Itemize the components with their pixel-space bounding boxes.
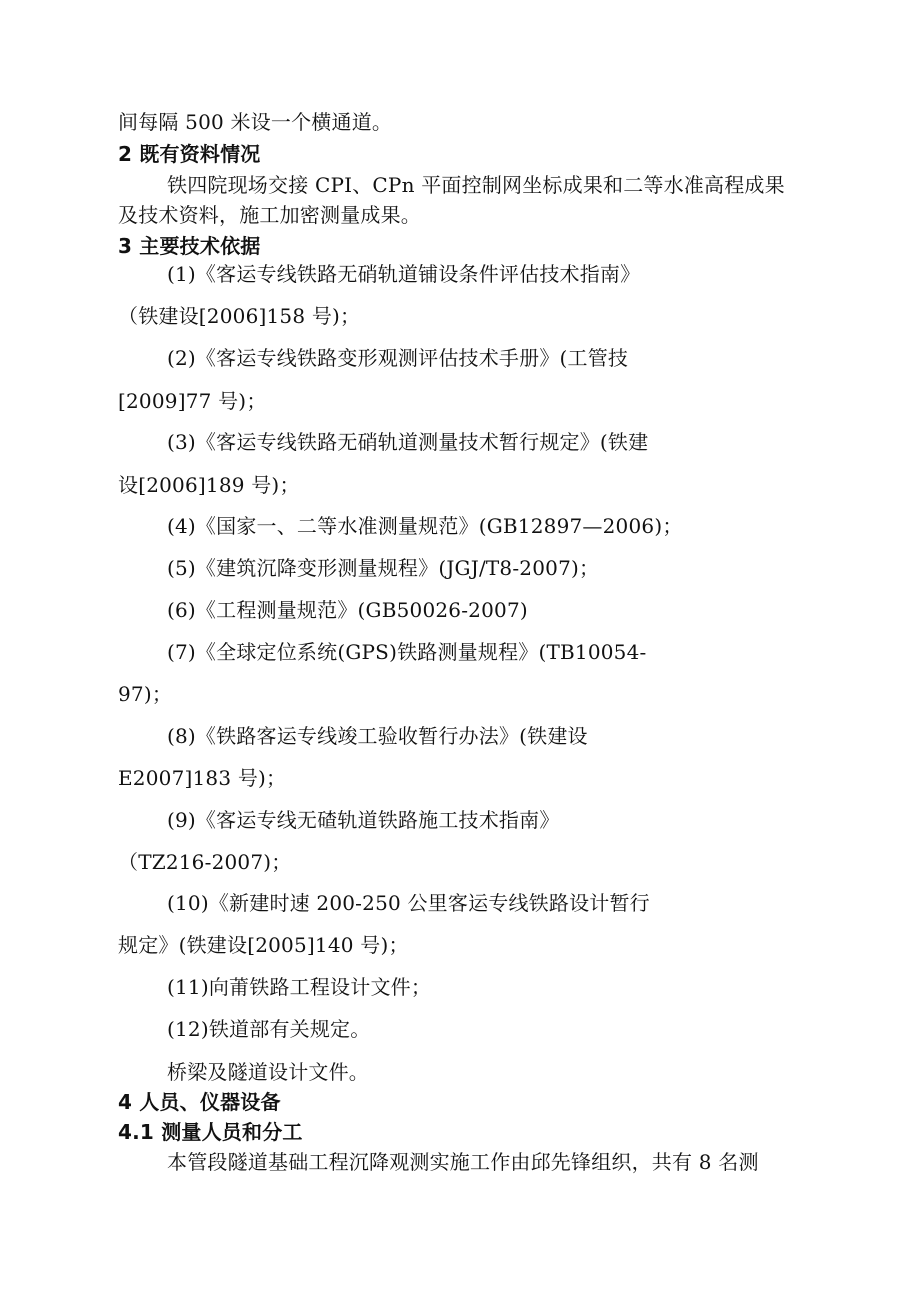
reference-item-2-cont: [2009]77 号)； (118, 389, 267, 413)
reference-item-2: (2)《客运专线铁路变形观测评估技术手册》(工管技 (167, 346, 629, 370)
reference-item-11: (11)向莆铁路工程设计文件； (167, 975, 432, 999)
reference-item-6: (6)《工程测量规范》(GB50026-2007) (167, 598, 528, 622)
reference-item-8-cont: E2007]183 号)； (118, 766, 287, 790)
reference-item-1: (1)《客运专线铁路无硝轨道铺设条件评估技术指南》 (167, 262, 641, 286)
reference-item-10-cont: 规定》(铁建设[2005]140 号)； (118, 933, 409, 957)
reference-item-5: (5)《建筑沉降变形测量规程》(JGJ/T8-2007)； (167, 556, 600, 580)
reference-item-10: (10)《新建时速 200-250 公里客运专线铁路设计暂行 (167, 891, 650, 915)
reference-item-8: (8)《铁路客运专线竣工验收暂行办法》(铁建设 (167, 724, 588, 748)
section-heading-4: 4 人员、仪器设备 (118, 1090, 281, 1114)
reference-item-7: (7)《全球定位系统(GPS)铁路测量规程》(TB10054- (167, 640, 647, 664)
section-4-1-paragraph-line-1: 本管段隧道基础工程沉降观测实施工作由邱先锋组织，共有 8 名测 (167, 1150, 759, 1174)
section-2-paragraph-line-2: 及技术资料，施工加密测量成果。 (118, 203, 421, 227)
reference-item-12: (12)铁道部有关规定。 (167, 1017, 371, 1041)
reference-item-3: (3)《客运专线铁路无硝轨道测量技术暂行规定》(铁建 (167, 430, 649, 454)
reference-item-9-cont: （TZ216-2007)； (118, 850, 292, 874)
reference-item-4: (4)《国家一、二等水准测量规范》(GB12897—2006)； (167, 514, 683, 538)
section-heading-2: 2 既有资料情况 (118, 142, 261, 166)
reference-item-1-cont: （铁建设[2006]158 号)； (118, 304, 361, 328)
section-heading-3: 3 主要技术依据 (118, 234, 261, 258)
reference-item-7-cont: 97)； (118, 682, 173, 706)
section-2-paragraph-line-1: 铁四院现场交接 CPI、CPn 平面控制网坐标成果和二等水准高程成果 (167, 173, 785, 197)
reference-item-extra: 桥梁及隧道设计文件。 (167, 1060, 369, 1084)
reference-item-9: (9)《客运专线无碴轨道铁路施工技术指南》 (167, 808, 560, 832)
reference-item-3-cont: 设[2006]189 号)； (118, 473, 300, 497)
subsection-heading-4-1: 4.1 测量人员和分工 (118, 1120, 303, 1144)
paragraph-continuation: 间每隔 500 米设一个横通道。 (118, 110, 393, 134)
